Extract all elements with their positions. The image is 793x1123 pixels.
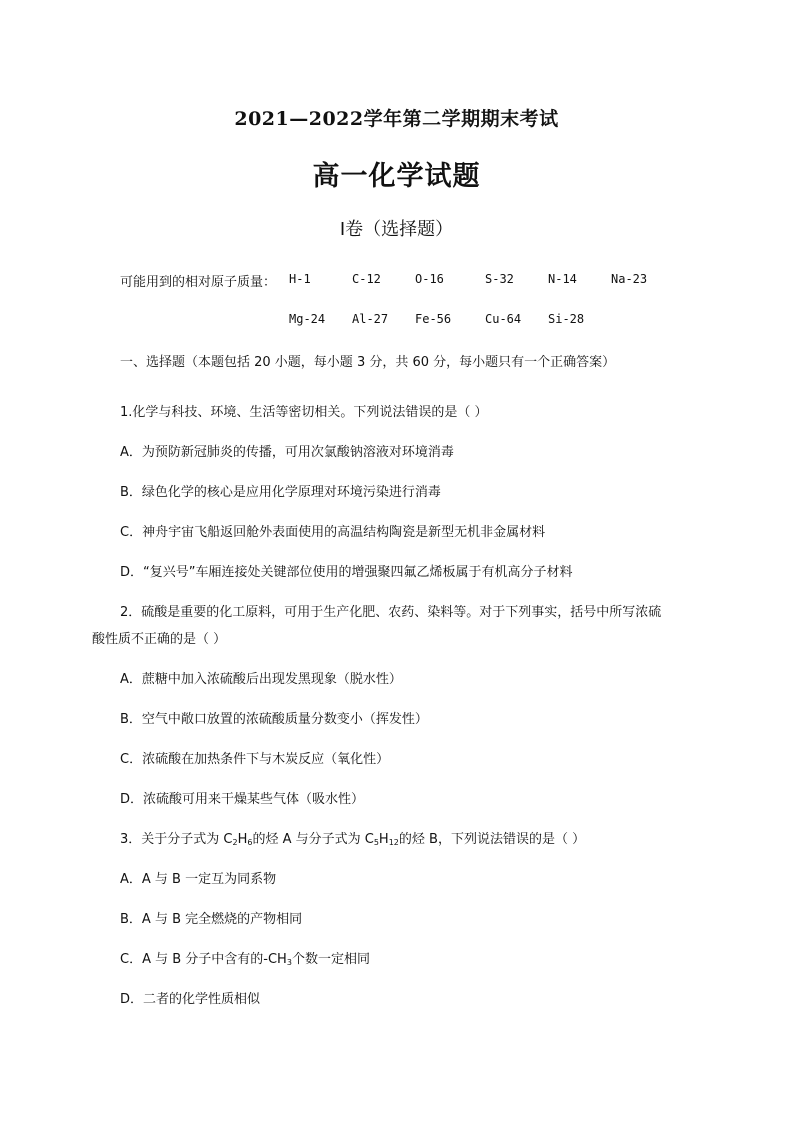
question-3-option-a: A．A 与 B 一定互为同系物: [120, 872, 277, 887]
atomic-mass-item: Si-28: [548, 312, 585, 326]
question-2-option-a: A．蔗糖中加入浓硫酸后出现发黑现象（脱水性）: [120, 672, 402, 687]
question-1-option-d: D．“复兴号”车厢连接处关键部位使用的增强聚四氟乙烯板属于有机高分子材料: [120, 565, 573, 580]
question-2-stem-line-1: 2．硫酸是重要的化工原料，可用于生产化肥、农药、染料等。对于下列事实，括号中所写浓硫: [120, 605, 662, 620]
atomic-mass-item: Na-23: [611, 272, 648, 286]
question-1-stem: 1.化学与科技、环境、生活等密切相关。下列说法错误的是（ ）: [120, 405, 488, 420]
question-3-option-b: B．A 与 B 完全燃烧的产物相同: [120, 912, 303, 927]
subscript: 12: [388, 838, 399, 847]
question-1-option-a: A．为预防新冠肺炎的传播，可用次氯酸钠溶液对环境消毒: [120, 445, 454, 460]
atomic-mass-item: H-1: [289, 272, 311, 286]
subscript: 2: [232, 838, 238, 847]
question-3-option-c-text: C．A 与 B 分子中含有的-CH: [120, 952, 287, 967]
atomic-mass-item: C-12: [352, 272, 381, 286]
question-1-option-c: C．神舟宇宙飞船返回舱外表面使用的高温结构陶瓷是新型无机非金属材料: [120, 525, 546, 540]
question-2-stem-line-2: 酸性质不正确的是（ ）: [92, 632, 227, 647]
question-3-stem-text: 的烃 B，下列说法错误的是（ ）: [398, 832, 586, 847]
question-3-stem-text: 3．关于分子式为 C: [120, 832, 233, 847]
atomic-mass-item: Fe-56: [415, 312, 452, 326]
atomic-mass-item: N-14: [548, 272, 577, 286]
exam-title: 2021—2022学年第二学期期末考试: [234, 108, 559, 130]
question-2-option-d: D．浓硫酸可用来干燥某些气体（吸水性）: [120, 792, 365, 807]
atomic-mass-item: Al-27: [352, 312, 389, 326]
atomic-mass-item: S-32: [485, 272, 514, 286]
atomic-mass-label: 可能用到的相对原子质量：: [120, 275, 277, 290]
section-title: I卷（选择题）: [339, 219, 454, 240]
atomic-mass-item: O-16: [415, 272, 444, 286]
subscript: 3: [286, 958, 292, 967]
question-3-option-c: [120, 951, 370, 969]
question-2-option-c: C．浓硫酸在加热条件下与木炭反应（氧化性）: [120, 752, 390, 767]
atomic-mass-item: Mg-24: [289, 312, 326, 326]
question-3-stem-text: H: [378, 832, 389, 847]
atomic-mass-item: Cu-64: [485, 312, 522, 326]
subscript: 5: [373, 838, 379, 847]
question-3-stem-text: H: [237, 832, 248, 847]
question-2-option-b: B．空气中敞口放置的浓硫酸质量分数变小（挥发性）: [120, 712, 428, 727]
subject-title: 高一化学试题: [312, 161, 481, 192]
subscript: 6: [247, 838, 253, 847]
question-3-stem: [120, 831, 585, 849]
question-3-option-c-text: 个数一定相同: [291, 952, 370, 967]
part-one-heading: 一、选择题（本题包括 20 小题，每小题 3 分，共 60 分，每小题只有一个正确答案）: [120, 355, 616, 370]
question-3-stem-text: 的烃 A 与分子式为 C: [252, 832, 374, 847]
question-1-option-b: B．绿色化学的核心是应用化学原理对环境污染进行消毒: [120, 485, 441, 500]
question-3-option-d: D．二者的化学性质相似: [120, 992, 261, 1007]
